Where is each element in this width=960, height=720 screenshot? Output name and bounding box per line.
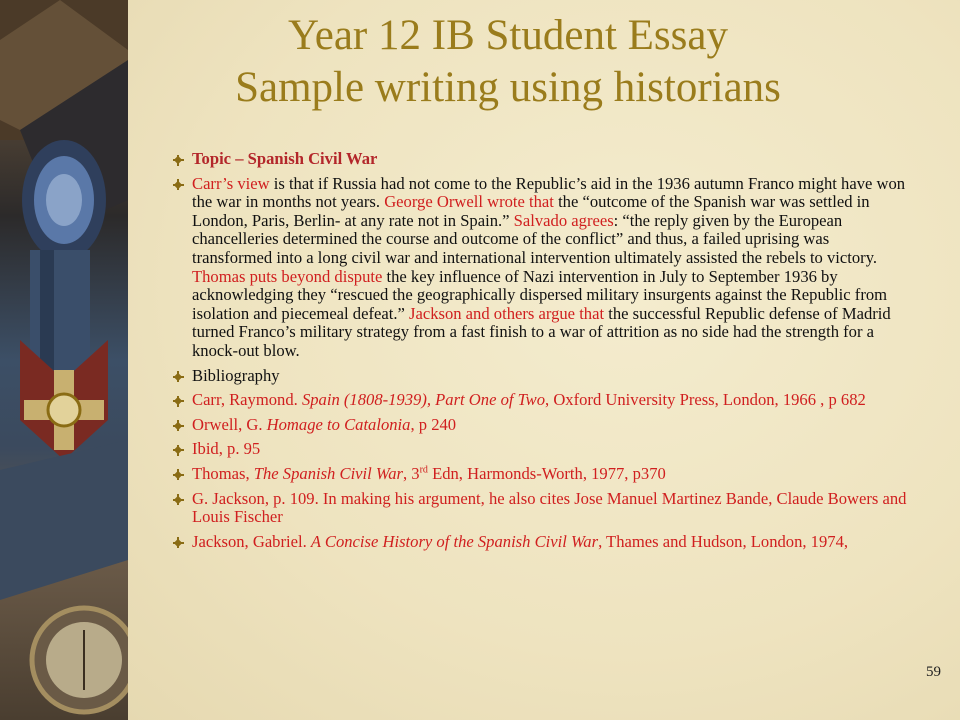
essay-highlight-carr: Carr’s view	[192, 173, 270, 193]
reference-author: Thomas,	[192, 463, 254, 483]
essay-text: the “outcome of the Spanish war was settled in London, Paris, Berlin- at any rate not in Spain.”	[192, 192, 870, 230]
diamond-bullet-icon	[172, 371, 184, 383]
reference-orwell	[172, 416, 912, 435]
reference-carr	[172, 391, 912, 410]
reference-jackson	[172, 533, 912, 552]
reference-details: , Oxford University Press, London, 1966 , p 682	[545, 390, 866, 410]
diamond-bullet-icon	[172, 494, 184, 506]
essay-text: the successful Republic defense of Madrid turned Franco’s military strategy from a fast finish to a war of attrition as no side had the strength for a knock-out blow.	[192, 303, 891, 360]
reference-title: The Spanish Civil War	[253, 463, 403, 483]
title-line-2: Sample writing using historians	[235, 64, 781, 111]
diamond-bullet-icon	[172, 154, 184, 166]
reference-gjackson	[172, 490, 912, 527]
reference-title: A Concise History of the Spanish Civil War	[310, 531, 599, 551]
reference-details: , 3	[402, 463, 420, 483]
essay-text: : “the reply given by the European chancelleries determined the course and outcome of the conflict” and thus, a failed uprising was transformed into a long civil war and international intervention ultimately assisted the rebels to victory.	[192, 210, 878, 267]
bibliography-heading: Bibliography	[192, 365, 280, 385]
diamond-bullet-icon	[172, 179, 184, 191]
topic-label: Topic – Spanish Civil War	[192, 149, 378, 168]
reference-details: , p 240	[410, 414, 457, 434]
essay-highlight-orwell: George Orwell wrote that	[384, 192, 554, 212]
list-item-bibliography-heading	[172, 367, 912, 386]
decorative-medal-image	[0, 0, 128, 720]
diamond-bullet-icon	[172, 469, 184, 481]
diamond-bullet-icon	[172, 444, 184, 456]
essay-highlight-jackson: Jackson and others argue that	[409, 303, 605, 323]
essay-highlight-thomas: Thomas puts beyond dispute	[192, 266, 383, 286]
reference-ibid	[172, 440, 912, 459]
reference-details: Edn, Harmonds-Worth, 1977, p370	[427, 463, 666, 483]
reference-author: Carr, Raymond.	[192, 390, 302, 410]
reference-details: , Thames and Hudson, London, 1974,	[598, 531, 849, 551]
list-item-essay	[172, 175, 912, 361]
essay-text: the key influence of Nazi intervention in July to September 1936 by acknowledging they “rescued the geographically dispersed military insurgents against the Republic from isolation and piecemeal defeat.”	[192, 266, 888, 323]
reference-author: Jackson, Gabriel.	[192, 531, 311, 551]
page-number: 59	[926, 664, 941, 680]
reference-title: Homage to Catalonia	[266, 414, 411, 434]
essay-text: is that if Russia had not come to the Republic’s aid in the 1936 autumn Franco might have won the war in months not years.	[192, 173, 906, 212]
list-item-topic	[172, 150, 912, 169]
title-line-1: Year 12 IB Student Essay	[288, 12, 728, 59]
diamond-bullet-icon	[172, 420, 184, 432]
slide-content	[172, 150, 912, 557]
reference-author: Orwell, G.	[192, 414, 267, 434]
diamond-bullet-icon	[172, 395, 184, 407]
reference-superscript: rd	[419, 464, 428, 476]
slide-title	[128, 10, 888, 114]
reference-thomas	[172, 465, 912, 484]
reference-text: Ibid, p. 95	[192, 439, 261, 459]
diamond-bullet-icon	[172, 537, 184, 549]
reference-text: G. Jackson, p. 109. In making his argument, he also cites Jose Manuel Martinez Bande, Claude Bowers and Louis Fischer	[192, 488, 907, 527]
essay-highlight-salvado: Salvado agrees	[513, 210, 614, 230]
reference-title: Spain (1808-1939), Part One of Two	[301, 390, 546, 410]
